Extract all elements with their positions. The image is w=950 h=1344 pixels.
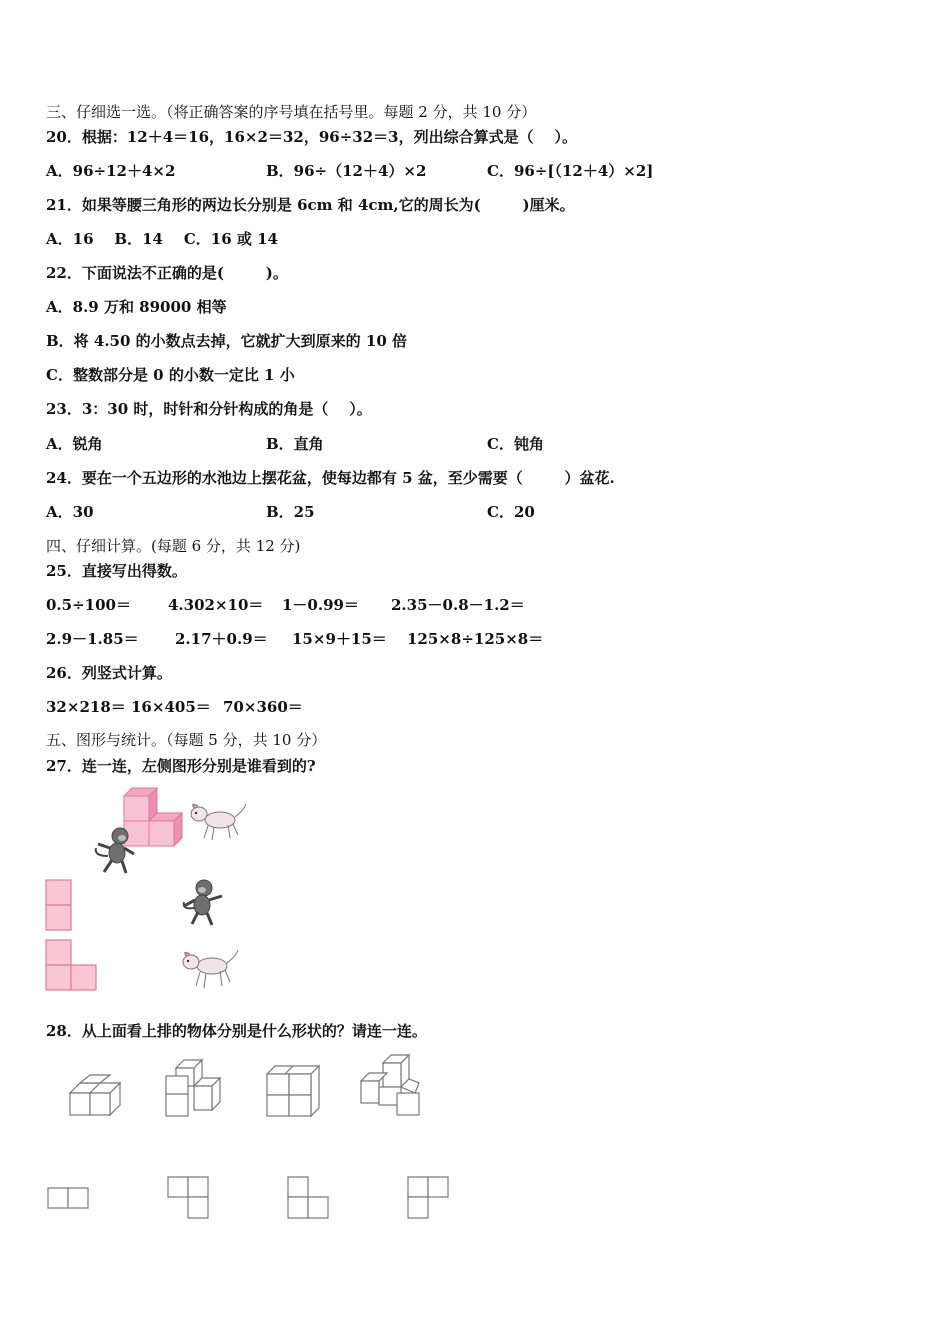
q23-option-c: C．钝角 xyxy=(487,435,544,453)
side-view-shape-2 xyxy=(45,939,99,993)
q27-stem: 27．连一连，左侧图形分别是谁看到的? xyxy=(46,757,316,775)
cube-solid-4 xyxy=(357,1053,425,1119)
q24-option-b: B．25 xyxy=(266,503,315,521)
q20-option-a: A．96÷12＋4×2 xyxy=(46,162,176,180)
cube-solid-1 xyxy=(66,1073,126,1119)
q25-item: 0.5÷100＝ xyxy=(46,596,131,614)
q26-item: 70×360＝ xyxy=(223,698,303,716)
monkey-icon xyxy=(180,878,226,926)
q21-stem: 21．如果等腰三角形的两边长分别是 6cm 和 4cm,它的周长为( )厘米。 xyxy=(46,196,575,214)
q22-option-b: B．将 4.50 的小数点去掉，它就扩大到原来的 10 倍 xyxy=(46,332,407,350)
q22-option-c: C．整数部分是 0 的小数一定比 1 小 xyxy=(46,366,295,384)
q23-stem: 23．3：30 时，时针和分针构成的角是（ ）。 xyxy=(46,400,372,418)
section-4-heading: 四、仔细计算。(每题 6 分，共 12 分) xyxy=(46,537,301,555)
top-view-shape-4 xyxy=(407,1176,451,1222)
q22-stem: 22．下面说法不正确的是( )。 xyxy=(46,264,288,282)
q26-stem: 26．列竖式计算。 xyxy=(46,664,172,682)
q25-item: 2.9－1.85＝ xyxy=(46,630,139,648)
q25-item: 1－0.99＝ xyxy=(282,596,359,614)
q24-option-c: C．20 xyxy=(487,503,535,521)
q25-item: 2.17＋0.9＝ xyxy=(175,630,268,648)
q20-stem: 20．根据：12＋4＝16，16×2＝32，96÷32＝3，列出综合算式是（ ）。 xyxy=(46,128,577,146)
q26-item: 16×405＝ xyxy=(131,698,211,716)
monkey-icon xyxy=(92,826,138,874)
dog-icon xyxy=(188,800,248,842)
q26-item: 32×218＝ xyxy=(46,698,126,716)
q21-options: A．16 B．14 C．16 或 14 xyxy=(46,230,278,248)
q22-option-a: A．8.9 万和 89000 相等 xyxy=(46,298,227,316)
section-5-heading: 五、图形与统计。（每题 5 分，共 10 分） xyxy=(46,731,327,749)
q24-option-a: A．30 xyxy=(46,503,94,521)
section-3-heading: 三、仔细选一选。（将正确答案的序号填在括号里。每题 2 分，共 10 分） xyxy=(46,103,537,121)
q25-item: 4.302×10＝ xyxy=(168,596,264,614)
q23-option-a: A．锐角 xyxy=(46,435,103,453)
front-view-shape-1 xyxy=(45,879,73,933)
dog-icon xyxy=(180,946,240,990)
q28-stem: 28．从上面看上排的物体分别是什么形状的？请连一连。 xyxy=(46,1022,427,1040)
cube-solid-2 xyxy=(160,1058,226,1122)
q24-stem: 24．要在一个五边形的水池边上摆花盆，使每边都有 5 盆，至少需要（ ）盆花. xyxy=(46,469,615,487)
top-view-shape-1 xyxy=(47,1187,91,1211)
q25-item: 125×8÷125×8＝ xyxy=(407,630,544,648)
q23-option-b: B．直角 xyxy=(266,435,324,453)
cube-solid-3 xyxy=(263,1062,325,1120)
q20-option-c: C．96÷[（12＋4）×2] xyxy=(487,162,654,180)
top-view-shape-2 xyxy=(167,1176,211,1222)
q20-option-b: B．96÷（12＋4）×2 xyxy=(266,162,427,180)
q25-stem: 25．直接写出得数。 xyxy=(46,562,187,580)
top-view-shape-3 xyxy=(287,1176,331,1222)
q25-item: 2.35－0.8－1.2＝ xyxy=(391,596,525,614)
q25-item: 15×9＋15＝ xyxy=(292,630,387,648)
